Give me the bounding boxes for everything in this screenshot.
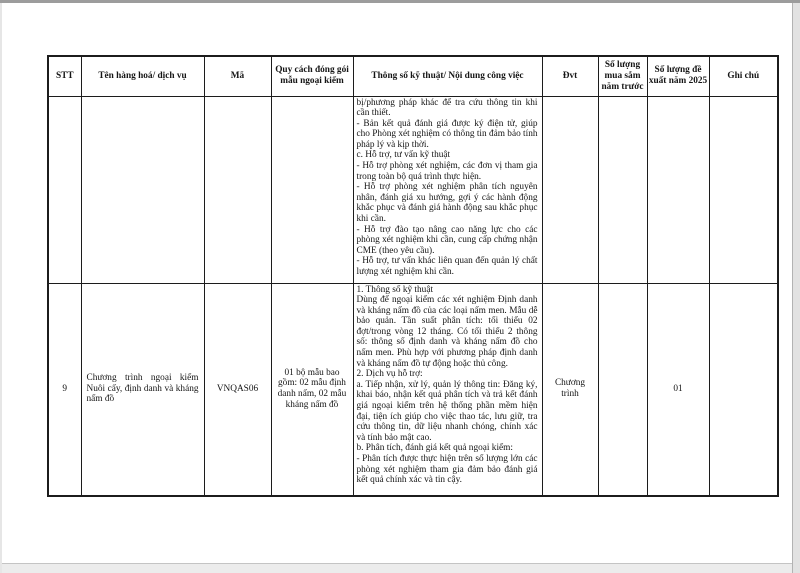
viewer-bottom-edge [2,563,792,573]
spec-paragraph: 2. Dịch vụ hỗ trợ: [356,369,423,380]
cell-unit [542,96,598,283]
spec-paragraph: bị/phương pháp khác để tra cứu thông tin khi cần thiết. [356,97,538,119]
viewer-right-edge [792,3,800,573]
cell-specs [353,96,542,283]
col-header-stt: STT [48,56,81,96]
viewer-left-edge [0,3,2,573]
procurement-table [47,55,779,497]
spec-paragraph: - Phân tích được thực hiện trên số lượng lớn các phòng xét nghiệm tham gia đảm bảo đánh giá kết quả chính xác và tin cậy. [356,454,538,486]
col-header-code: Mã [204,56,271,96]
cell-packaging: 01 bộ mẫu bao gồm: 02 mẫu định danh nấm, 02 mẫu kháng nấm đồ [271,283,353,496]
cell-qty-prev [598,96,647,283]
col-header-note: Ghi chú [709,56,778,96]
cell-stt: 9 [48,283,81,496]
cell-specs [353,283,542,496]
spec-paragraph: - Hỗ trợ phòng xét nghiệm, các đơn vị tham gia trong toàn bộ quá trình thực hiện. [356,161,538,182]
cell-item-name [81,96,204,283]
col-header-packaging: Quy cách đóng gói mẫu ngoại kiểm [271,56,353,96]
col-header-specs: Thông số kỹ thuật/ Nội dung công việc [353,56,542,96]
cell-packaging [271,96,353,283]
cell-qty-2025: 01 [647,283,709,496]
spec-paragraph: a. Tiếp nhận, xử lý, quản lý thông tin: Đăng ký, khai báo, nhận kết quả phân tích và trả kết đánh giá ngoại kiểm trên hệ thống phần mềm hiện đại, tiện ích giúp cho việc thao tác, lưu giữ, tra cứu thông tin, dữ liệu nhanh chóng, chính xác và tính bảo mật cao. [356,379,538,443]
table-row [48,283,778,496]
col-header-unit: Đvt [542,56,598,96]
spec-paragraph: - Hỗ trợ đào tạo nâng cao năng lực cho các phòng xét nghiệm khi cần, cung cấp chứng nhận CME (theo yêu cầu). [356,224,538,256]
viewer-top-edge [0,0,800,3]
cell-unit: Chương trình [542,283,598,496]
spec-paragraph: - Hỗ trợ, tư vấn khác liên quan đến quản lý chất lượng xét nghiệm khi cần. [356,256,538,277]
table-row [48,96,778,283]
cell-qty-2025 [647,96,709,283]
col-header-qty-2025: Số lượng đề xuất năm 2025 [647,56,709,96]
cell-qty-prev [598,283,647,496]
spec-paragraph: Dùng để ngoại kiểm các xét nghiệm Định danh và kháng nấm đồ của các loại nấm men. Mẫu dễ bảo quản. Tần suất phân tích: tối thiểu 02 đợt/trong vòng 12 tháng. Có tối thiểu 2 thông số: thông số định danh và kháng nấm đồ cho nấm men. Phù hợp với phương pháp định danh và kháng nấm đồ tự động hoặc thủ công. [356,295,538,369]
spec-paragraph: b. Phân tích, đánh giá kết quả ngoại kiểm: [356,443,513,454]
spec-paragraph: - Bản kết quả đánh giá được ký điện tử, giúp cho Phòng xét nghiệm có thông tin đảm bảo tính pháp lý và kịp thời. [356,118,538,150]
spec-paragraph: 1. Thông số kỹ thuật [356,284,434,295]
cell-code: VNQAS06 [204,283,271,496]
cell-code [204,96,271,283]
spec-paragraph: c. Hỗ trợ, tư vấn kỹ thuật [356,150,451,161]
cell-note [709,283,778,496]
spec-paragraph: - Hỗ trợ phòng xét nghiệm phân tích nguyên nhân, đánh giá xu hướng, gợi ý các hành động khắc phục và đánh giá hành động sau khắc phục khi cần. [356,182,538,225]
col-header-qty-prev: Số lượng mua sắm năm trước [598,56,647,96]
cell-item-name: Chương trình ngoại kiểm Nuôi cấy, định danh và kháng nấm đồ [81,283,204,496]
cell-stt [48,96,81,283]
cell-note [709,96,778,283]
col-header-item-name: Tên hàng hoá/ dịch vụ [81,56,204,96]
table-header-row [48,56,778,96]
